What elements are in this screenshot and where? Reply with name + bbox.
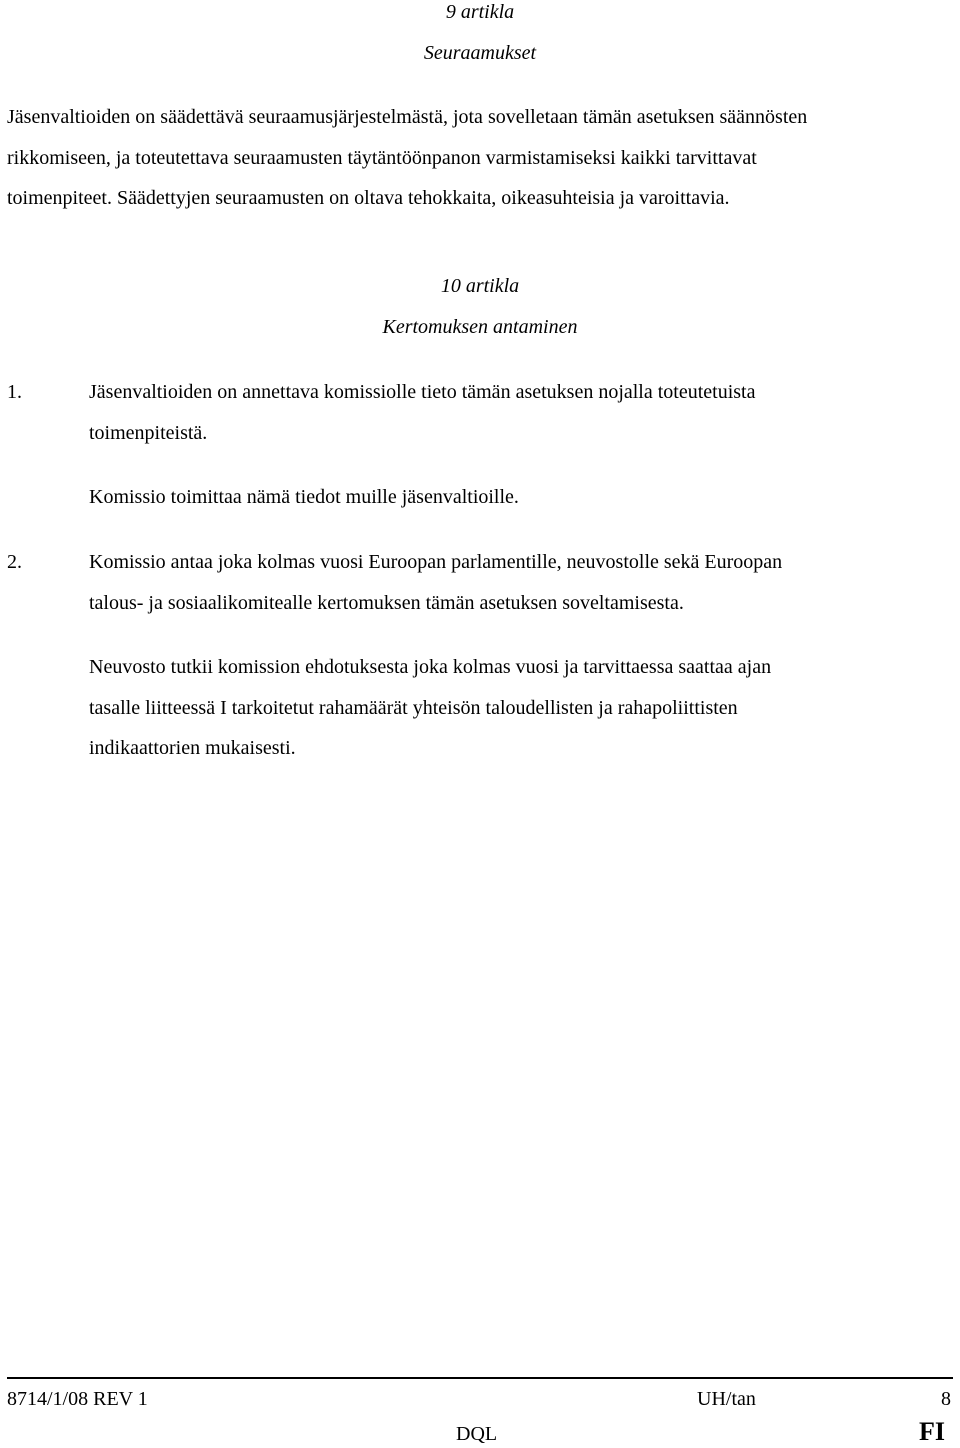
footer-page-number: 8 [941,1388,951,1410]
footer-author-code: UH/tan [697,1388,756,1410]
paragraph-line: Jäsenvaltioiden on annettava komissiolle tieto tämän asetuksen nojalla toteutetuista [89,381,756,403]
paragraph-line: Komissio toimittaa nämä tiedot muille jäsenvaltioille. [89,486,519,508]
item-number: 1. [7,381,22,403]
article-9-heading: 9 artikla [445,1,515,23]
paragraph-line: Neuvosto tutkii komission ehdotuksesta joka kolmas vuosi ja tarvittaessa saattaa ajan [89,656,772,678]
paragraph-line: indikaattorien mukaisesti. [89,737,296,759]
footer-document-reference: 8714/1/08 REV 1 [7,1388,148,1410]
footer-language-code: FI [919,1417,945,1446]
paragraph-line: tasalle liitteessä I tarkoitetut rahamäärät yhteisön taloudellisten ja rahapoliittisten [89,697,738,719]
footer-directorate: DQL [456,1423,498,1445]
paragraph-line: toimenpiteet. Säädettyjen seuraamusten on oltava tehokkaita, oikeasuhteisia ja varoittavia. [7,187,730,209]
paragraph-line: rikkomiseen, ja toteutettava seuraamusten täytäntöönpanon varmistamiseksi kaikki tarvittavat [7,147,757,169]
paragraph-line: Jäsenvaltioiden on säädettävä seuraamusjärjestelmästä, jota sovelletaan tämän asetuksen säännösten [7,106,808,128]
paragraph-line: toimenpiteistä. [89,422,208,444]
article-9-title: Seuraamukset [423,42,537,64]
footer-divider [7,1377,953,1379]
paragraph-line: talous- ja sosiaalikomitealle kertomuksen tämän asetuksen soveltamisesta. [89,592,684,614]
item-number: 2. [7,551,22,573]
article-10-heading: 10 artikla [440,275,520,297]
paragraph-line: Komissio antaa joka kolmas vuosi Euroopan parlamentille, neuvostolle sekä Euroopan [89,551,783,573]
article-10-title: Kertomuksen antaminen [382,316,578,338]
